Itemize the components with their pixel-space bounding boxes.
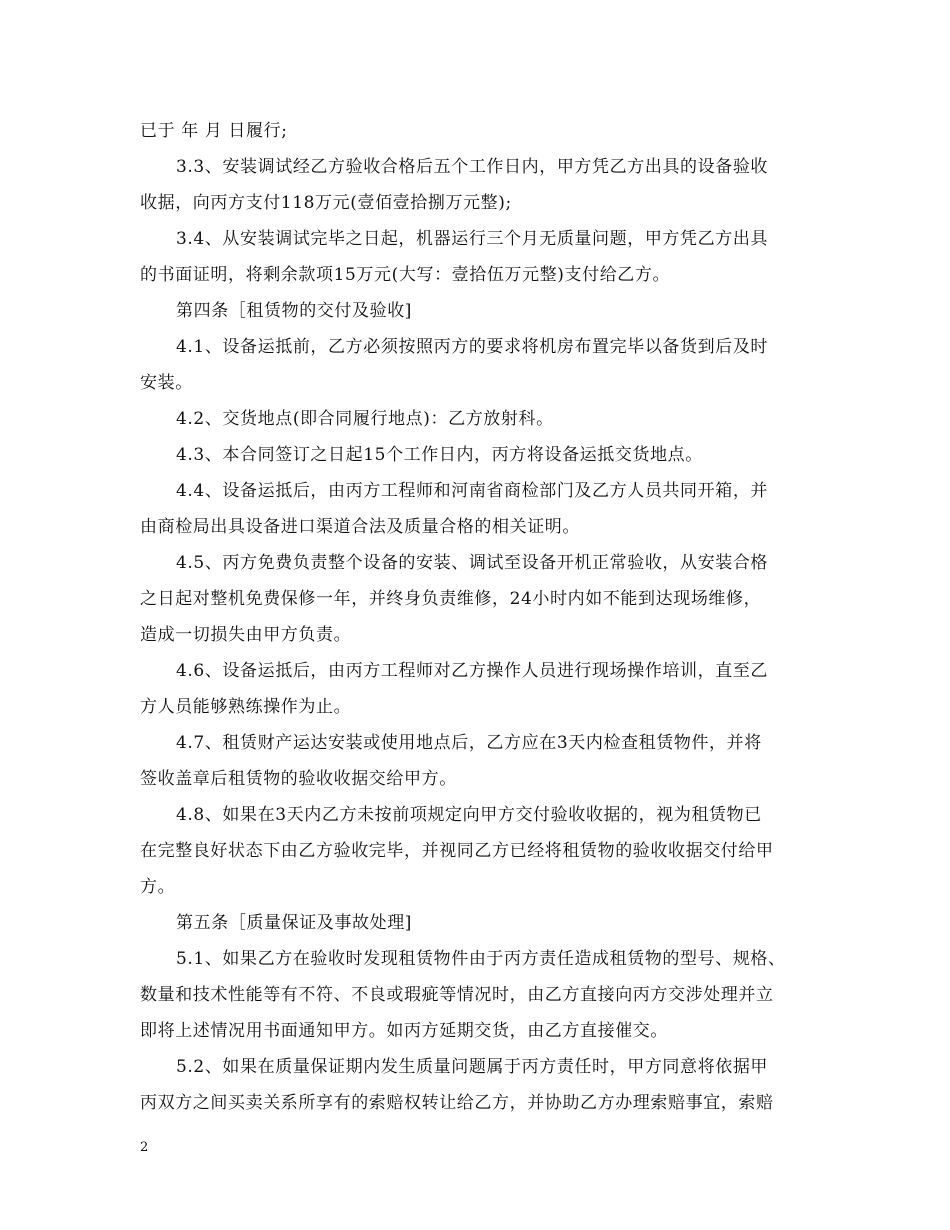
text-line: 收据，向丙方支付118万元(壹佰壹拾捌万元整);: [140, 193, 512, 213]
text-line: 由商检局出具设备进口渠道合法及质量合格的相关证明。: [140, 517, 580, 537]
text-line: 4.6、设备运抵后，由丙方工程师对乙方操作人员进行现场操作培训，直至乙: [176, 661, 769, 681]
text-line: 5.2、如果在质量保证期内发生质量问题属于丙方责任时，甲方同意将依据甲: [176, 1057, 769, 1077]
text-line: 方。: [140, 877, 176, 897]
text-line: 3.4、从安装调试完毕之日起，机器运行三个月无质量问题，甲方凭乙方出具: [176, 229, 769, 249]
text-line: 4.5、丙方免费负责整个设备的安装、调试至设备开机正常验收，从安装合格: [176, 553, 769, 573]
text-line: 4.7、租赁财产运达安装或使用地点后，乙方应在3天内检查租赁物件，并将: [176, 733, 762, 753]
text-line: 即将上述情况用书面通知甲方。如丙方延期交货，由乙方直接催交。: [140, 1021, 668, 1041]
text-line: 已于 年 月 日履行;: [140, 121, 288, 141]
page-number: 2: [140, 1140, 149, 1155]
text-line: 在完整良好状态下由乙方验收完毕，并视同乙方已经将租赁物的验收收据交付给甲: [140, 841, 774, 861]
text-line: 数量和技术性能等有不符、不良或瑕疵等情况时，由乙方直接向丙方交涉处理并立: [140, 985, 774, 1005]
text-line: 安装。: [140, 373, 193, 393]
text-line: 4.3、本合同签订之日起15个工作日内，丙方将设备运抵交货地点。: [176, 445, 703, 465]
text-line: 的书面证明，将剩余款项15万元(大写：壹拾伍万元整)支付给乙方。: [140, 265, 671, 285]
text-line: 4.4、设备运抵后，由丙方工程师和河南省商检部门及乙方人员共同开箱，并: [176, 481, 769, 501]
text-line: 4.1、设备运抵前，乙方必须按照丙方的要求将机房布置完毕以备货到后及时: [176, 337, 769, 357]
text-line: 5.1、如果乙方在验收时发现租赁物件由于丙方责任造成租赁物的型号、规格、: [176, 949, 786, 969]
text-line: 3.3、安装调试经乙方验收合格后五个工作日内，甲方凭乙方出具的设备验收: [176, 157, 769, 177]
text-line: 第四条［租赁物的交付及验收]: [176, 301, 413, 321]
text-line: 4.8、如果在3天内乙方未按前项规定向甲方交付验收收据的，视为租赁物已: [176, 805, 762, 825]
text-line: 方人员能够熟练操作为止。: [140, 697, 352, 717]
text-line: 丙双方之间买卖关系所享有的索赔权转让给乙方，并协助乙方办理索赔事宜，索赔: [140, 1093, 774, 1113]
text-line: 签收盖章后租赁物的验收收据交给甲方。: [140, 769, 457, 789]
text-line: 4.2、交货地点(即合同履行地点)：乙方放射科。: [176, 409, 554, 429]
text-line: 之日起对整机免费保修一年，并终身负责维修，24小时内如不能到达现场维修，: [140, 589, 762, 609]
text-line: 第五条［质量保证及事故处理]: [176, 913, 413, 933]
text-line: 造成一切损失由甲方负责。: [140, 625, 352, 645]
document-body: [140, 113, 830, 1121]
